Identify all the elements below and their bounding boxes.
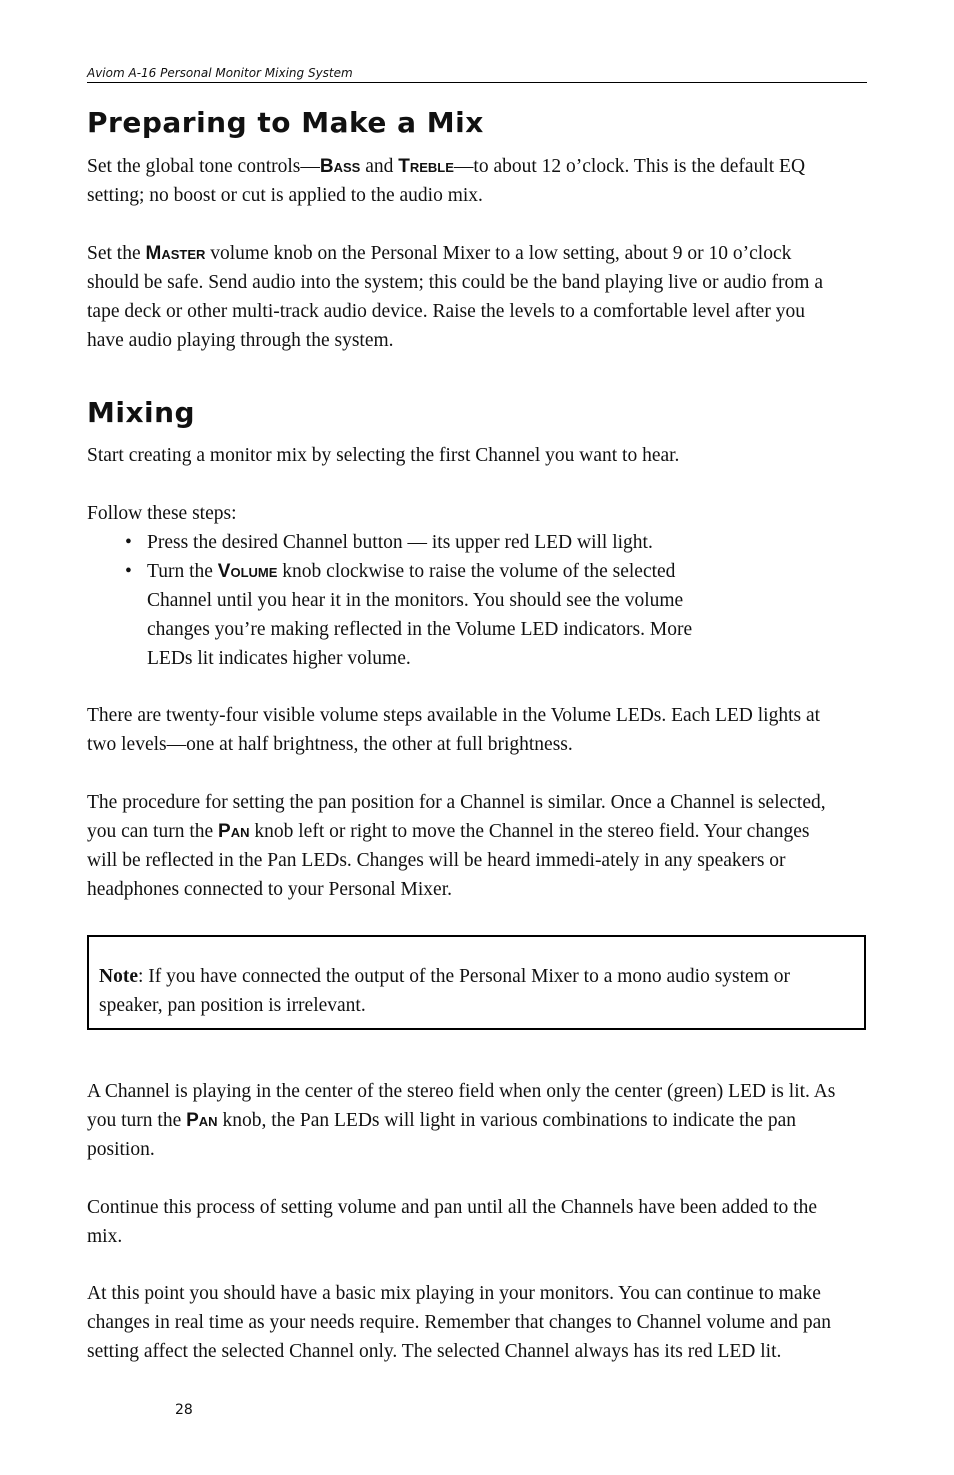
note-text bbox=[99, 962, 839, 1020]
section-title-preparing: Preparing to Make a Mix bbox=[87, 106, 484, 139]
bullet: • bbox=[125, 532, 132, 553]
paragraph-master-volume bbox=[87, 239, 832, 355]
page-number: 28 bbox=[175, 1402, 193, 1418]
list-item bbox=[87, 557, 727, 673]
steps-label: Follow these steps: bbox=[87, 503, 237, 524]
text: knob left or right to move the Channel in the stereo field. Your changes will be reflected in the Pan LEDs. Changes will be heard immedi-ately in any speakers or headphones connected to your Personal Mixer. bbox=[87, 821, 810, 900]
bullet: • bbox=[125, 561, 132, 582]
step-text: Press the desired Channel button — its upper red LED will light. bbox=[147, 532, 653, 553]
note-label: Note bbox=[99, 966, 138, 987]
list-item bbox=[87, 528, 727, 557]
paragraph-pan-procedure bbox=[87, 788, 839, 904]
volume-control-name: Volume bbox=[217, 561, 278, 582]
text: Set the bbox=[87, 243, 146, 264]
treble-control-name: Treble bbox=[398, 156, 454, 177]
paragraph-tone-controls bbox=[87, 152, 827, 210]
text: The procedure for setting the pan position for a Channel is similar. Once a Channel is selected, you can turn the bbox=[87, 792, 826, 842]
text: knob, the Pan LEDs will light in various combinations to indicate the pan position. bbox=[87, 1110, 796, 1160]
pan-control-name: Pan bbox=[218, 821, 250, 842]
note-box bbox=[87, 935, 866, 1030]
master-control-name: Master bbox=[145, 243, 206, 264]
text: volume knob on the Personal Mixer to a low setting, about 9 or 10 o’clock should be safe. Send audio into the system; this could be the band playing live or audio from a tape deck or other multi-track audio device. Raise the levels to a comfortable level after you have audio playing through the system. bbox=[87, 243, 823, 351]
text: A Channel is playing in the center of the stereo field when only the center (green) LED is lit. As you turn the bbox=[87, 1081, 836, 1131]
text: Set the global tone controls— bbox=[87, 156, 320, 177]
paragraph-volume-leds: There are twenty-four visible volume steps available in the Volume LEDs. Each LED lights at two levels—one at half brightness, the other at full brightness. bbox=[87, 705, 821, 755]
text: knob clockwise to raise the volume of the selected Channel until you hear it in the monitors. You should see the volume changes you’re making reflected in the Volume LED indicators. More LEDs lit indicates higher volume. bbox=[147, 561, 693, 669]
text: and bbox=[360, 156, 399, 177]
paragraph-pan-center bbox=[87, 1077, 852, 1164]
bass-control-name: Bass bbox=[319, 156, 361, 177]
paragraph-final: At this point you should have a basic mix playing in your monitors. You can continue to make changes in real time as your needs require. Remember that changes to Channel volume and pan setting affect the selected Channel only. The selected Channel always has its red LED lit. bbox=[87, 1283, 831, 1362]
section-title-mixing: Mixing bbox=[87, 396, 196, 429]
steps-list bbox=[87, 528, 727, 673]
paragraph-mixing-intro: Start creating a monitor mix by selecting the first Channel you want to hear. bbox=[87, 445, 680, 466]
pan-control-name: Pan bbox=[186, 1110, 218, 1131]
text: —to about 12 o’clock. This is the default EQ setting; no boost or cut is applied to the audio mix. bbox=[87, 156, 806, 206]
text: Turn the bbox=[147, 561, 218, 582]
text: : If you have connected the output of the Personal Mixer to a mono audio system or speaker, pan position is irrelevant. bbox=[99, 966, 790, 1016]
paragraph-continue: Continue this process of setting volume and pan until all the Channels have been added to the mix. bbox=[87, 1197, 818, 1247]
running-header: Aviom A-16 Personal Monitor Mixing System bbox=[87, 66, 867, 83]
